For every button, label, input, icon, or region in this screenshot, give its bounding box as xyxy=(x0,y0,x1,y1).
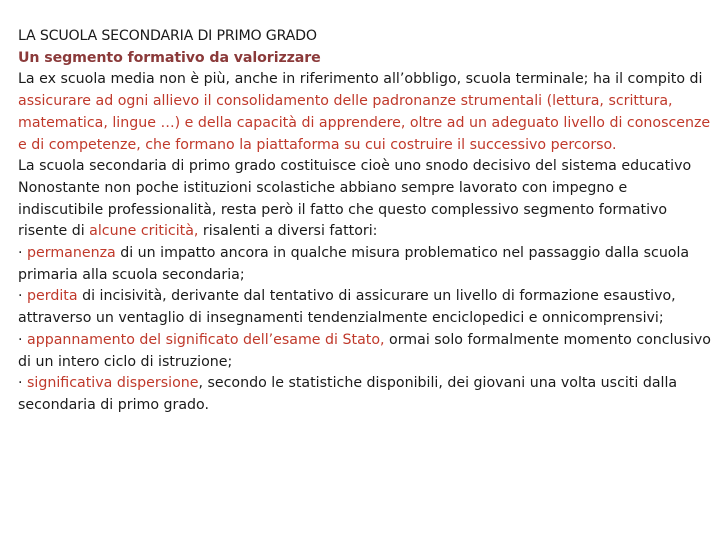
page-subtitle: Un segmento formativo da valorizzare xyxy=(18,49,321,66)
bullet-perdita xyxy=(18,286,712,329)
bullet-marker: · xyxy=(18,288,28,305)
bullet-permanenza xyxy=(18,243,712,286)
paragraph-intro-highlight: assicurare ad ogni allievo il consolidamento delle padronanze strumentali (lettura, scrittura, matematica, lingue …) e della capacità di apprendere, oltre ad un adeguato livello di conoscenze e di competenze, che formano la piattaforma su cui costruire il successivo percorso. xyxy=(18,93,711,153)
bullet-permanenza-text: di un impatto ancora in qualche misura problematico nel passaggio dalla scuola primaria alla scuola secondaria; xyxy=(18,245,690,283)
paragraph-snodo: La scuola secondaria di primo grado costituisce cioè uno snodo decisivo del sistema educativo xyxy=(18,158,692,175)
paragraph-criticita-highlight: alcune criticità, xyxy=(89,223,199,240)
page-title: LA SCUOLA SECONDARIA DI PRIMO GRADO xyxy=(18,28,317,44)
bullet-appannamento-text: ormai solo formalmente momento conclusivo di un intero ciclo di istruzione; xyxy=(18,331,711,370)
bullet-dispersione-keyword: significativa dispersione xyxy=(27,375,199,392)
bullet-marker: · xyxy=(18,331,28,348)
bullet-dispersione xyxy=(18,373,712,416)
bullet-dispersione-text: , secondo le statistiche disponibili, dei giovani una volta usciti dalla secondaria di primo grado. xyxy=(18,375,678,413)
bullet-marker: · xyxy=(18,245,28,262)
bullet-perdita-text: di incisività, derivante dal tentativo di assicurare un livello di formazione esaustivo, attraverso un ventaglio di insegnamenti tendenzialmente enciclopedici e onnicomprensivi; xyxy=(18,288,676,327)
paragraph-intro xyxy=(18,69,712,156)
bullet-permanenza-keyword: permanenza xyxy=(27,245,116,262)
slide-content xyxy=(18,26,712,417)
bullet-appannamento-keyword: appannamento del significato dell’esame di Stato, xyxy=(27,331,385,348)
bullet-marker: · xyxy=(18,375,28,392)
paragraph-intro-text: La ex scuola media non è più, anche in riferimento all’obbligo, scuola terminale; ha il compito di xyxy=(18,71,703,88)
paragraph-criticita xyxy=(18,178,712,243)
bullet-appannamento xyxy=(18,330,712,373)
paragraph-criticita-tail: risalenti a diversi fattori: xyxy=(198,223,378,240)
bullet-perdita-keyword: perdita xyxy=(27,288,78,305)
paragraph-criticita-text: Nonostante non poche istituzioni scolastiche abbiano sempre lavorato con impegno e indiscutibile professionalità, resta però il fatto che questo complessivo segmento formativo risente di xyxy=(18,179,668,240)
